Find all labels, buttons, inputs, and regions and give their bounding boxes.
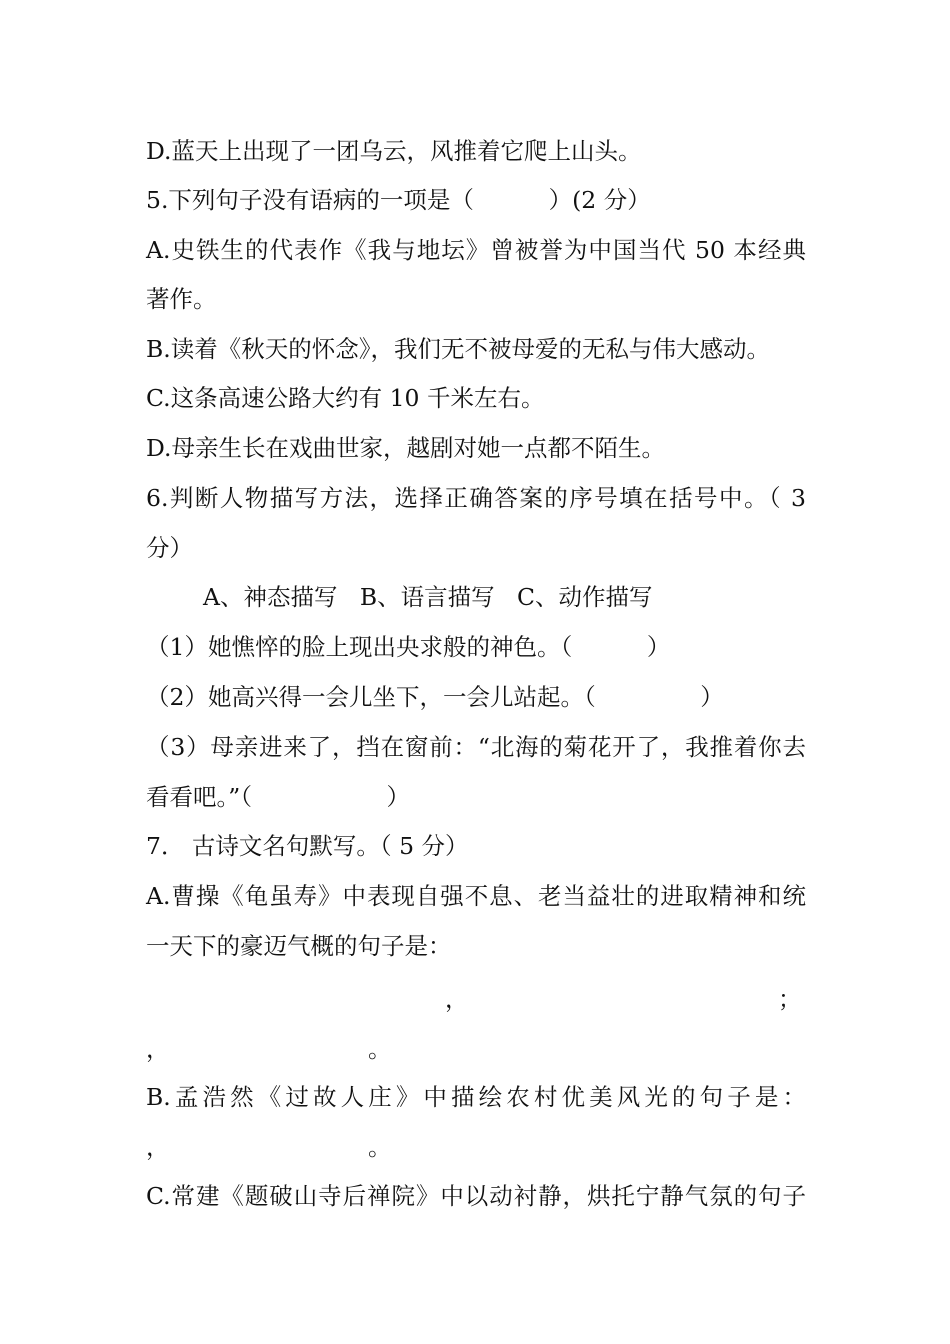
blank-separator: ， xyxy=(445,985,469,1013)
blank-separator: ， xyxy=(146,1035,170,1063)
part-a: A.曹操《龟虽寿》中表现自强不息、老当益壮的进取精神和统 xyxy=(146,882,806,910)
option-a: A.史铁生的代表作《我与地坛》曾被誉为中国当代 50 本经典 xyxy=(146,236,806,264)
item-2: （2）她高兴得一会儿坐下，一会儿站起。（ ） xyxy=(146,683,724,711)
blank-separator: 。 xyxy=(368,1035,392,1063)
text-line: 分） xyxy=(146,534,193,562)
text-line: 看看吧。”（ ） xyxy=(146,783,410,811)
text-line: 著作。 xyxy=(146,285,217,313)
item-3: （3）母亲进来了，挡在窗前：“北海的菊花开了，我推着你去 xyxy=(146,733,806,761)
part-b: B.孟浩然《过故人庄》中描绘农村优美风光的句子是： xyxy=(146,1083,806,1111)
part-c: C.常建《题破山寺后禅院》中以动衬静，烘托宁静气氛的句子 xyxy=(146,1182,806,1210)
blank-separator: ， xyxy=(146,1133,170,1161)
question-6: 6.判断人物描写方法，选择正确答案的序号填在括号中。（ 3 xyxy=(146,484,806,512)
question-7: 7． 古诗文名句默写。（ 5 分） xyxy=(146,832,469,860)
question-5: 5.下列句子没有语病的一项是（ ）(2 分） xyxy=(146,186,651,214)
text-line: 一天下的豪迈气概的句子是： xyxy=(146,932,452,960)
item-1: （1）她憔悴的脸上现出央求般的神色。（ ） xyxy=(146,633,671,661)
blank-separator: 。 xyxy=(368,1133,392,1161)
option-b: B.读着《秋天的怀念》，我们无不被母爱的无私与伟大感动。 xyxy=(146,335,770,363)
choices-line: A、神态描写 B、语言描写 C、动作描写 xyxy=(203,583,653,611)
blank-separator: ； xyxy=(778,985,802,1013)
option-d: D.母亲生长在戏曲世家，越剧对她一点都不陌生。 xyxy=(146,434,665,462)
text-line: D.蓝天上出现了一团乌云，风推着它爬上山头。 xyxy=(146,137,642,165)
option-c: C.这条高速公路大约有 10 千米左右。 xyxy=(146,384,545,412)
